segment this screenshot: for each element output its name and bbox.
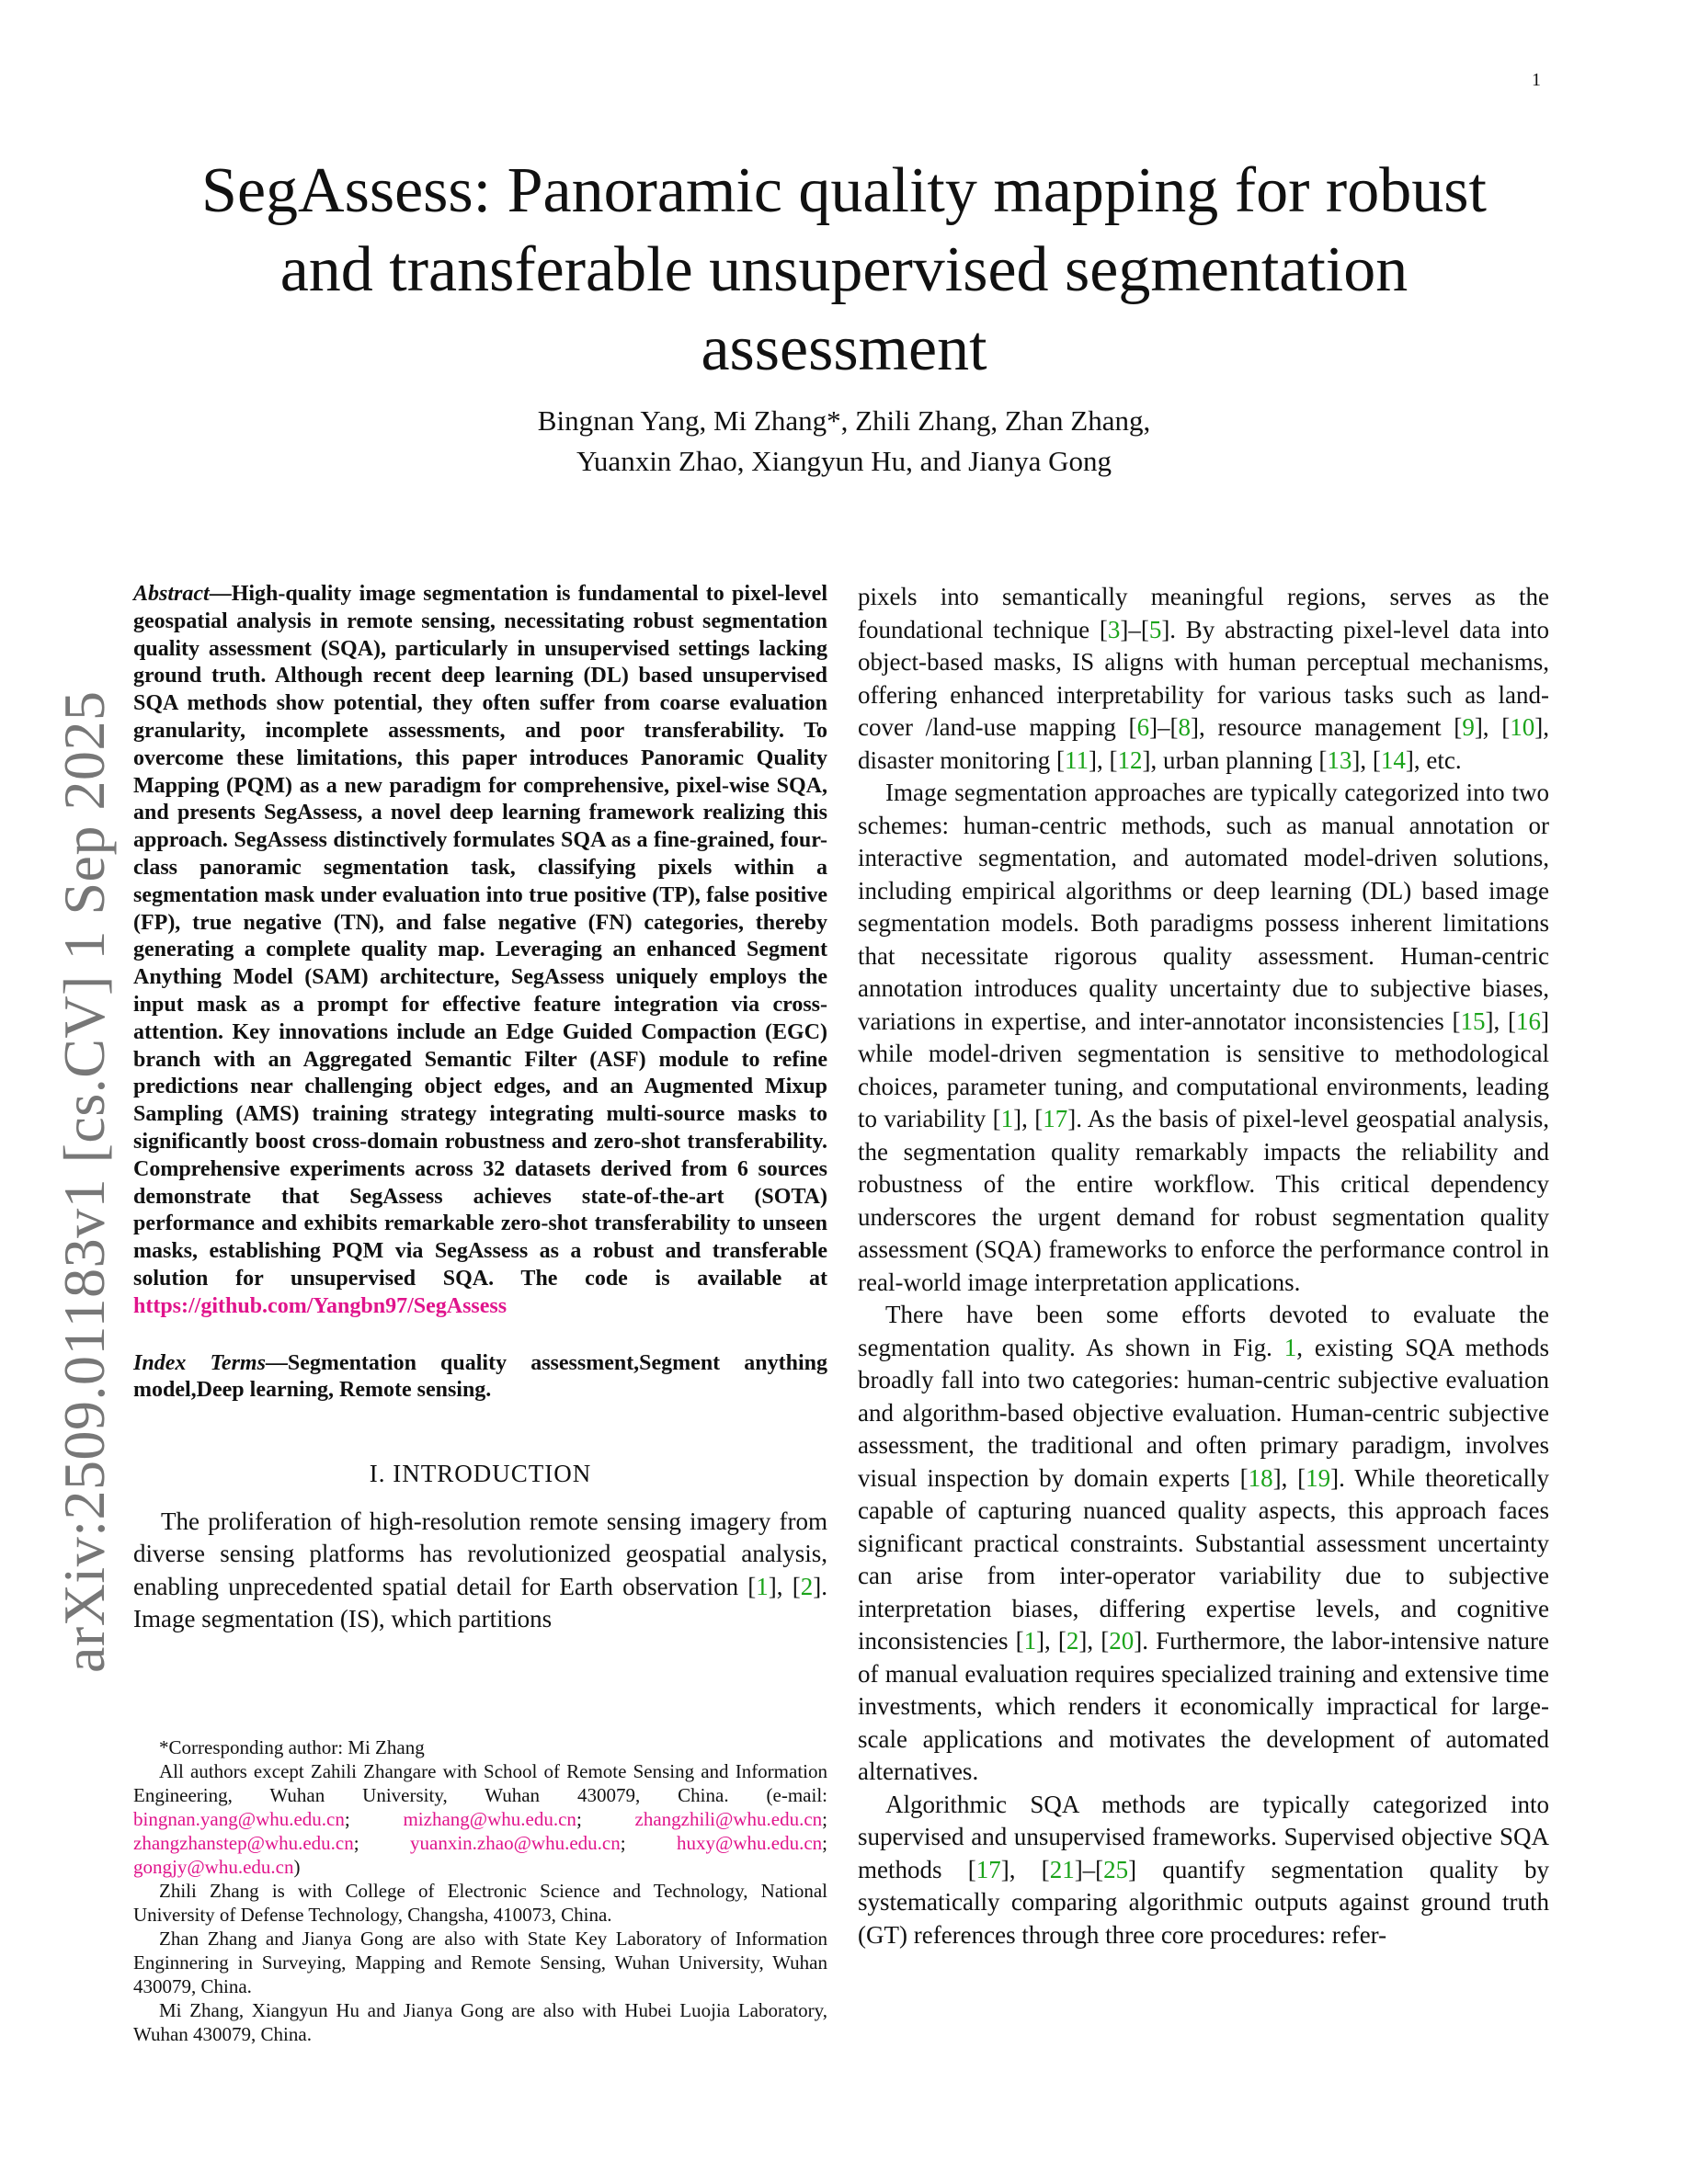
index-terms-lead: Index Terms <box>133 1350 266 1375</box>
email-link[interactable]: zhangzhanstep@whu.edu.cn <box>133 1832 354 1854</box>
left-column <box>133 581 827 1636</box>
footnote-corresponding: *Corresponding author: Mi Zhang <box>159 1736 425 1758</box>
intro-paragraph: The proliferation of high-resolution remote sensing imagery from diverse sensing platforms has revolutionized geospatial analysis, enabling unprecedented spatial detail for Earth observation [1], [2]. Image segmentation (IS), which partitions <box>133 1507 827 1633</box>
author-line: Yuanxin Zhao, Xiangyun Hu, and Jianya Gong <box>576 445 1112 477</box>
footnote-affiliation-1: All authors except Zahili Zhangare with School of Remote Sensing and Information Engineering, Wuhan University, Wuhan 430079, China. (e-mail: bingnan.yang@whu.edu.cn; mizhang@whu.edu.cn; zhangzhili@whu.edu.cn; zhangzhanstep@whu.edu.cn; yuanxin.zhao@whu.edu.cn; huxy@whu.edu.cn; gongjy@whu.edu.cn) <box>133 1760 827 1878</box>
email-link[interactable]: mizhang@whu.edu.cn <box>403 1808 576 1830</box>
section-heading: I. INTRODUCTION <box>369 1460 592 1488</box>
code-link[interactable]: https://github.com/Yangbn97/SegAssess <box>133 1293 508 1318</box>
paper-title <box>147 152 1541 389</box>
page-number: 1 <box>1532 70 1541 90</box>
email-link[interactable]: zhangzhili@whu.edu.cn <box>634 1808 823 1830</box>
right-column <box>858 581 1549 1951</box>
email-link[interactable]: gongjy@whu.edu.cn <box>133 1856 294 1878</box>
email-link[interactable]: yuanxin.zhao@whu.edu.cn <box>410 1832 621 1854</box>
body-paragraph: There have been some efforts devoted to evaluate the segmentation quality. As shown in Fig. 1, existing SQA methods broadly fall into two categories: human-centric subjective evaluation and algorithm-based objective evaluation. Human-centric subjective assessment, the traditional and often primary paradigm, involves visual inspection by domain experts [18], [19]. While theoretically capable of capturing nuanced quality aspects, this approach faces significant practical constraints. Substantial assessment uncertainty can arise from inter-operator variability due to subjective interpretation biases, differing expertise levels, and cognitive inconsistencies [1], [2], [20]. Furthermore, the labor-intensive nature of manual evaluation requires specialized training and extensive time investments, which renders it economically impractical for large-scale applications and motivates the development of automated alternatives. <box>858 1301 1549 1785</box>
body-paragraph: Image segmentation approaches are typically categorized into two schemes: human-centric methods, such as manual annotation or interactive segmentation, and automated model-driven solutions, including empirical algorithms or deep learning (DL) based image segmentation models. Both paradigms possess inherent limitations that necessitate rigorous quality assessment. Human-centric annotation introduces quality uncertainty due to subjective biases, variations in expertise, and inter-annotator inconsistencies [15], [16] while model-driven segmentation is sensitive to methodological choices, parameter tuning, and computational environments, leading to variability [1], [17]. As the basis of pixel-level geospatial analysis, the segmentation quality remarkably impacts the reliability and robustness of the entire workflow. This critical dependency underscores the urgent demand for robust segmentation quality assessment (SQA) frameworks to enforce the performance control in real-world image interpretation applications. <box>858 779 1549 1296</box>
footnote-affiliation-3: Zhan Zhang and Jianya Gong are also with State Key Laboratory of Information Enginnering in Surveying, Mapping and Remote Sensing, Wuhan University, Wuhan 430079, China. <box>133 1928 827 1997</box>
abstract-lead: Abstract <box>133 582 210 606</box>
abstract-body: —High-quality image segmentation is fundamental to pixel-level geospatial analysis in remote sensing, necessitating robust segmentation quality assessment (SQA), particularly in unsupervised settings lacking ground truth. Although recent deep learning (DL) based unsupervised SQA methods show potential, they often suffer from coarse evaluation granularity, incomplete assessments, and poor transferability. To overcome these limitations, this paper introduces Panoramic Quality Mapping (PQM) as a new paradigm for comprehensive, pixel-wise SQA, and presents SegAssess, a novel deep learning framework realizing this approach. SegAssess distinctively formulates SQA as a fine-grained, four-class panoramic segmentation task, classifying pixels within a segmentation mask under evaluation into true positive (TP), false positive (FP), true negative (TN), and false negative (FN) categories, thereby generating a complete quality map. Leveraging an enhanced Segment Anything Model (SAM) architecture, SegAssess uniquely employs the input mask as a prompt for effective feature integration via cross-attention. Key innovations include an Edge Guided Compaction (EGC) branch with an Aggregated Semantic Filter (ASF) module to refine predictions near challenging object edges, and an Augmented Mixup Sampling (AMS) training strategy integrating multi-source masks to significantly boost cross-domain robustness and zero-shot transferability. Comprehensive experiments across 32 datasets derived from 6 sources demonstrate that SegAssess achieves state-of-the-art (SOTA) performance and exhibits remarkable zero-shot transferability to unseen masks, establishing PQM via SegAssess as a robust and transferable solution for unsupervised SQA. The code is available at <box>133 582 827 1291</box>
footnote-affiliation-text: All authors except Zahili Zhangare with School of Remote Sensing and Information Engineering, Wuhan University, Wuhan 430079, China. (e-mail: <box>133 1760 827 1806</box>
arxiv-stamp: arXiv:2509.01183v1 [cs.CV] 1 Sep 2025 <box>51 690 117 1673</box>
author-list <box>147 401 1541 482</box>
email-link[interactable]: huxy@whu.edu.cn <box>677 1832 823 1854</box>
index-terms-body: —Segmentation quality assessment,Segment anything model,Deep learning, Remote sensing. <box>133 1350 827 1403</box>
body-paragraph: pixels into semantically meaningful regions, serves as the foundational technique [3]–[5]. By abstracting pixel-level data into object-based masks, IS aligns with human perceptual mechanisms, offering enhanced interpretability for various tasks such as land-cover /land-use mapping [6]–[8], resource management [9], [10], disaster monitoring [11], [12], urban planning [13], [14], etc. <box>858 583 1550 774</box>
title-line: and transferable unsupervised segmentation <box>279 234 1409 305</box>
author-line: Bingnan Yang, Mi Zhang*, Zhili Zhang, Zhan Zhang, <box>537 404 1151 437</box>
email-link[interactable]: bingnan.yang@whu.edu.cn <box>133 1808 345 1830</box>
footnotes <box>133 1735 827 2046</box>
body-paragraph: Algorithmic SQA methods are typically categorized into supervised and unsupervised frameworks. Supervised objective SQA methods [17], [21]–[25] quantify segmentation quality by systematically comparing algorithmic outputs against ground truth (GT) references through three core procedures: refer- <box>858 1790 1549 1949</box>
footnote-affiliation-2: Zhili Zhang is with College of Electronic Science and Technology, National University of Defense Technology, Changsha, 410073, China. <box>133 1880 827 1926</box>
title-line: SegAssess: Panoramic quality mapping for robust <box>201 155 1487 226</box>
abstract <box>133 581 827 1321</box>
footnote-affiliation-4: Mi Zhang, Xiangyun Hu and Jianya Gong are also with Hubei Luojia Laboratory, Wuhan 430079, China. <box>133 1999 827 2045</box>
title-line: assessment <box>701 313 987 384</box>
index-terms <box>133 1350 827 1405</box>
